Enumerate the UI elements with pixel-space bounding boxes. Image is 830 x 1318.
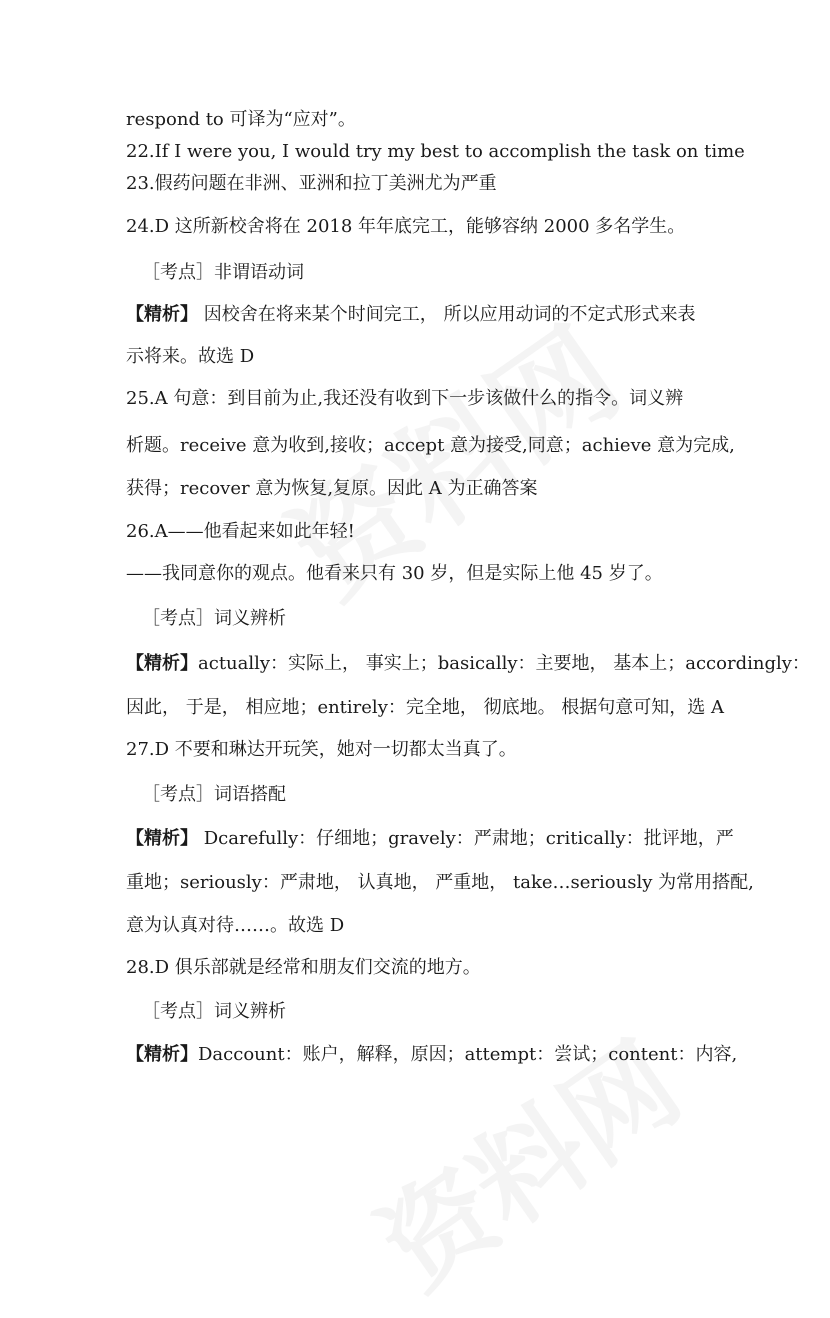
analysis-text: Daccount：账户，解释，原因；attempt：尝试；content：内容, <box>198 1044 738 1065</box>
text-line: 获得；recover 意为恢复,复原。因此 A 为正确答案 <box>126 478 538 499</box>
text-line: 析题。receive 意为收到,接收；accept 意为接受,同意；achieve 意为完成, <box>126 435 735 456</box>
text-line: 23.假药问题在非洲、亚洲和拉丁美洲尤为严重 <box>126 173 497 194</box>
text-line: 25.A 句意：到目前为止,我还没有收到下一步该做什么的指令。词义辨 <box>126 388 684 409</box>
section-tag: ［考点］词义辨析 <box>142 1001 286 1022</box>
text-line: 22.If I were you, I would try my best to accomplish the task on time <box>126 141 745 162</box>
analysis-label: 【精析】 <box>126 1044 198 1065</box>
text-line: 因此， 于是， 相应地；entirely：完全地， 彻底地。 根据句意可知，选 A <box>126 697 725 718</box>
analysis-text: actually：实际上， 事实上；basically：主要地， 基本上；accordingly： <box>198 653 810 674</box>
text-line <box>126 652 810 676</box>
section-tag: ［考点］非谓语动词 <box>142 262 304 283</box>
section-tag: ［考点］词语搭配 <box>142 784 286 805</box>
text-line <box>126 303 695 327</box>
text-line: 重地；seriously：严肃地， 认真地， 严重地， take…seriously 为常用搭配, <box>126 872 754 893</box>
text-line: 27.D 不要和琳达开玩笑，她对一切都太当真了。 <box>126 739 517 760</box>
text-line: ——我同意你的观点。他看来只有 30 岁，但是实际上他 45 岁了。 <box>126 563 663 584</box>
text-line: 意为认真对待……。故选 D <box>126 915 345 936</box>
text-line: 示将来。故选 D <box>126 346 255 367</box>
analysis-text: Dcarefully：仔细地；gravely：严肃地；critically：批评地，严 <box>198 828 734 849</box>
analysis-text: 因校舍在将来某个时间完工， 所以应用动词的不定式形式来表 <box>198 304 696 325</box>
analysis-label: 【精析】 <box>126 828 198 849</box>
text-line <box>126 827 734 851</box>
text-line: 28.D 俱乐部就是经常和朋友们交流的地方。 <box>126 957 481 978</box>
section-tag: ［考点］词义辨析 <box>142 608 286 629</box>
text-line: 24.D 这所新校舍将在 2018 年年底完工，能够容纳 2000 多名学生。 <box>126 216 686 237</box>
text-line: respond to 可译为“应对”。 <box>126 109 356 130</box>
analysis-label: 【精析】 <box>126 304 198 325</box>
text-line <box>126 1043 737 1067</box>
analysis-label: 【精析】 <box>126 653 198 674</box>
text-line: 26.A——他看起来如此年轻! <box>126 521 355 542</box>
